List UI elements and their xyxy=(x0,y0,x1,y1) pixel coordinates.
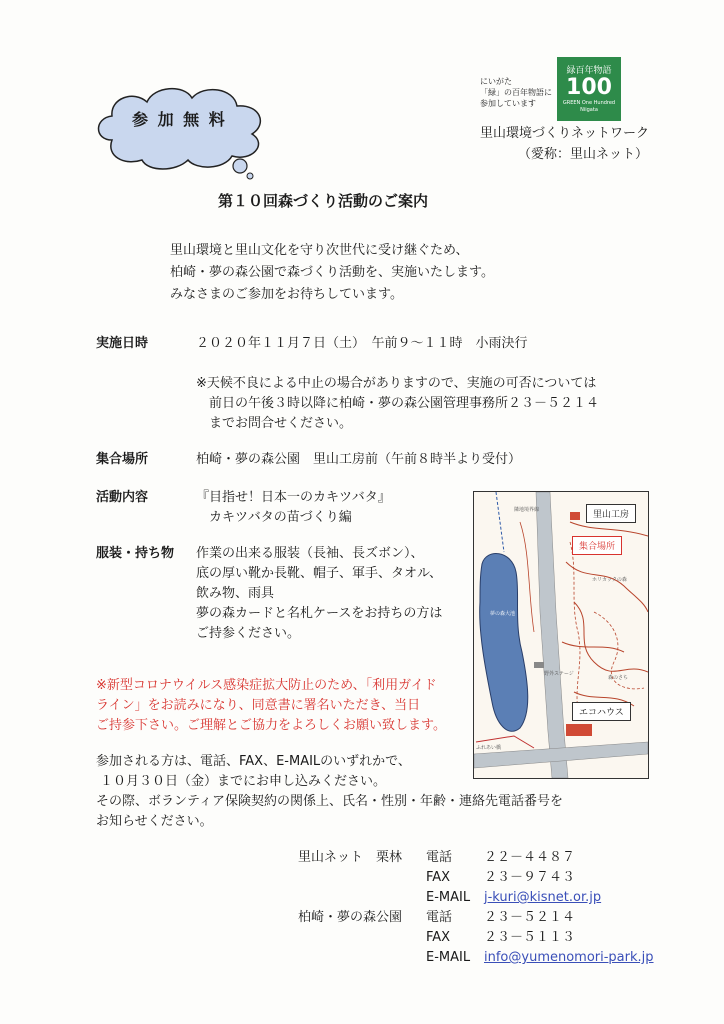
free-label: 参 加 無 料 xyxy=(132,110,227,129)
intro-line: みなさまのご参加をお待ちしています。 xyxy=(170,287,403,302)
map-label-sachi: 森のさち xyxy=(608,675,629,681)
apply-line: １０月３０日（金）までにお申し込みください。 xyxy=(100,774,387,789)
activity-label: 活動内容 xyxy=(96,490,149,505)
map-label-forest: ホリカックの森 xyxy=(592,577,627,583)
clothing-line: ご持参ください。 xyxy=(196,626,301,641)
covid-line: ※新型コロナウイルス感染症拡大防止のため、「利用ガイド xyxy=(96,678,437,693)
map-label-meeting: 集合場所 xyxy=(572,536,622,555)
clothing-line: 飲み物、雨具 xyxy=(196,586,275,601)
schedule-notes xyxy=(196,374,599,434)
clothing-line: 夢の森カードと名札ケースをお持ちの方は xyxy=(196,606,443,621)
schedule-note-line: ※天候不良による中止の場合がありますので、実施の可否については xyxy=(196,376,597,391)
logo-title: 緑百年物語 xyxy=(566,66,612,76)
contact-org1-tel-label: 電話 xyxy=(426,850,453,865)
schedule-note-line: 前日の午後３時以降に柏崎・夢の森公園管理事務所２３－５２１４ xyxy=(196,396,600,411)
contact-org1-email-link[interactable]: j-kuri@kisnet.or.jp xyxy=(484,890,602,905)
cloud-shape xyxy=(92,80,272,180)
map-label-stage: 野外ステージ xyxy=(544,671,574,677)
covid-line: ご持参下さい。ご理解とご協力をよろしくお願い致します。 xyxy=(96,718,446,733)
contact-org2-tel: ２３－５２１４ xyxy=(484,910,576,925)
contact-org2-email-link[interactable]: info@yumenomori-park.jp xyxy=(484,950,654,965)
apply-line: お知らせください。 xyxy=(96,814,213,829)
intro-line: 里山環境と里山文化を守り次世代に受け継ぐため、 xyxy=(170,243,469,258)
activity-value xyxy=(196,488,391,528)
map-drawing xyxy=(474,492,648,778)
meeting-value: 柏崎・夢の森公園 里山工房前（午前８時半より受付） xyxy=(196,452,522,467)
covid-line: ライン」をお読みになり、同意書に署名いただき、当日 xyxy=(96,698,421,713)
contact-org2-mail-label: E-MAIL xyxy=(426,950,471,965)
green-100-logo xyxy=(557,57,621,121)
schedule-value: ２０２０年１１月７日（土） 午前９～１１時 小雨決行 xyxy=(196,336,528,351)
logo-number: 100 xyxy=(566,75,612,100)
map-label-bridge: ふれあい橋 xyxy=(476,745,502,751)
clothing-line: 底の厚い靴か長靴、帽子、軍手、タオル、 xyxy=(196,566,442,581)
activity-line: 『目指せ！日本一のカキツバタ』 xyxy=(196,490,391,505)
contact-org2: 柏崎・夢の森公園 xyxy=(298,910,403,925)
logo-sub: Niigata xyxy=(580,107,598,113)
map-label-ecohouse: エコハウス xyxy=(572,702,631,721)
logo-sub: GREEN One Hundred xyxy=(562,100,616,106)
schedule-note-line: までお問合せください。 xyxy=(196,416,353,431)
campaign-note xyxy=(480,76,552,109)
apply-instructions xyxy=(96,752,563,832)
org-alias: （愛称：里山ネット） xyxy=(518,147,649,162)
campaign-note-line: にいがた xyxy=(480,77,512,86)
contact-org1-mail-label: E-MAIL xyxy=(426,890,471,905)
contact-org1-fax-label: FAX xyxy=(426,870,451,885)
meeting-label: 集合場所 xyxy=(96,452,149,467)
apply-line: 参加される方は、電話、FAX、E-MAILのいずれかで、 xyxy=(96,754,411,769)
activity-line: カキツバタの苗づくり編 xyxy=(196,510,352,525)
page-title: 第１０回森づくり活動のご案内 xyxy=(218,192,429,210)
org-name: 里山環境づくりネットワーク xyxy=(480,126,650,141)
campaign-note-line: 「緑」の百年物語に xyxy=(480,88,552,97)
contact-org1-tel: ２２－４４８７ xyxy=(484,850,576,865)
clothing-label: 服装・持ち物 xyxy=(96,546,175,561)
stage-building xyxy=(534,662,544,668)
contact-org2-tel-label: 電話 xyxy=(426,910,453,925)
apply-line: その際、ボランティア保険契約の関係上、氏名・性別・年齢・連絡先電話番号を xyxy=(96,794,563,809)
map-label-workshop: 里山工房 xyxy=(586,504,636,523)
contact-org1: 里山ネット 栗林 xyxy=(298,850,403,865)
contact-org2-fax-label: FAX xyxy=(426,930,451,945)
map-label-boundary: 隣地境界線 xyxy=(514,507,540,513)
contact-org1-fax: ２３－９７４３ xyxy=(484,870,576,885)
workshop-building xyxy=(570,512,580,520)
park-map xyxy=(473,491,649,779)
intro xyxy=(170,240,494,306)
campaign-note-line: 参加しています xyxy=(480,99,536,108)
contact-org2-fax: ２３－５１１３ xyxy=(484,930,576,945)
clothing-line: 作業の出来る服装（長袖、長ズボン）、 xyxy=(196,546,424,561)
intro-line: 柏崎・夢の森公園で森づくり活動を、実施いたします。 xyxy=(170,265,494,280)
covid-notice xyxy=(96,676,446,736)
ecohouse-building xyxy=(566,724,592,736)
clothing-value xyxy=(196,544,442,644)
schedule-label: 実施日時 xyxy=(96,336,149,351)
free-cloud xyxy=(92,80,272,180)
map-label-pond: 夢の森大池 xyxy=(490,611,516,617)
